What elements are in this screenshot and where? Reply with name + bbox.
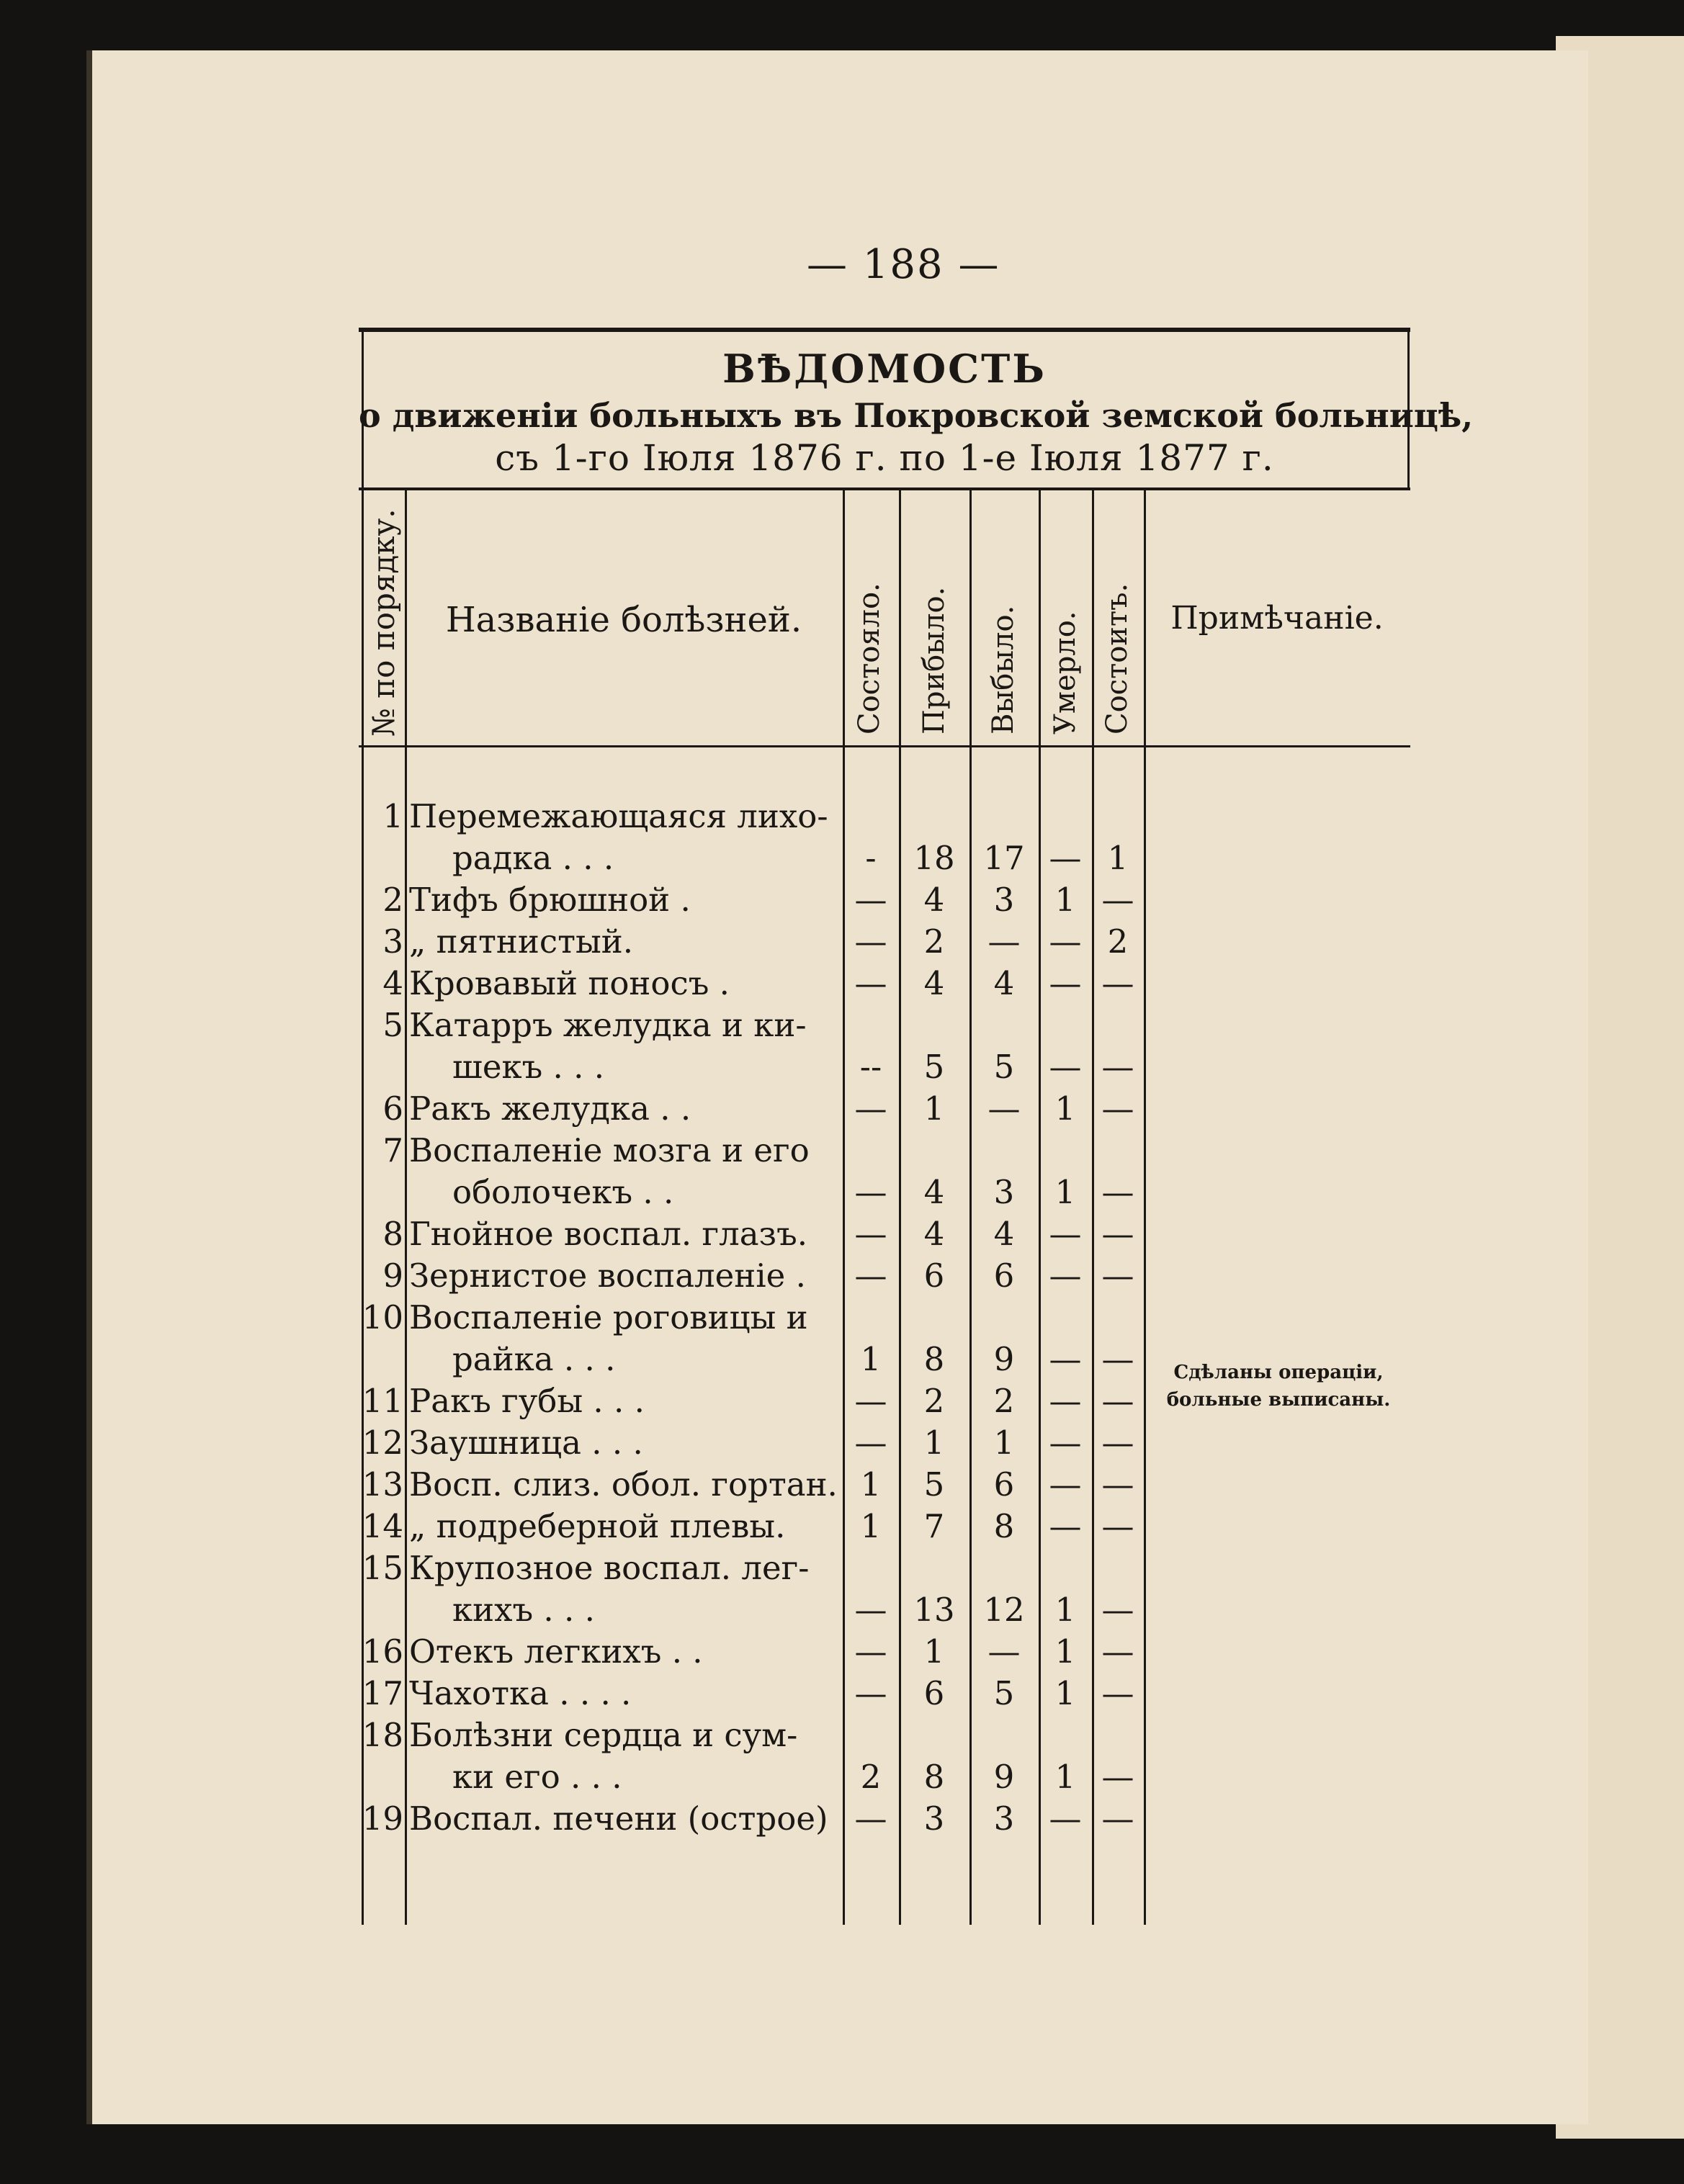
count-remained-before: 2 [860, 1758, 882, 1796]
count-arrived: 8 [923, 1758, 945, 1796]
disease-name: Катарръ желудка и ки- [409, 1006, 807, 1044]
count-remains: — [1101, 964, 1134, 1002]
count-discharged: 1 [993, 1424, 1015, 1462]
count-discharged: 3 [993, 1173, 1015, 1211]
table-title: ВѢДОМОСТЬ [722, 346, 1047, 392]
disease-name-continued: шекъ . . . [452, 1048, 605, 1086]
count-remains: — [1101, 1089, 1134, 1128]
count-died: 1 [1054, 1591, 1076, 1629]
count-remained-before: 1 [860, 1507, 882, 1545]
count-remained-before: — [854, 1591, 887, 1629]
title-bottom-rule [359, 487, 1410, 490]
count-remained-before: — [854, 964, 887, 1002]
count-arrived: 8 [923, 1340, 945, 1378]
count-remained-before: - [865, 839, 877, 877]
count-remains: — [1101, 1507, 1134, 1545]
row-number: 12 [362, 1424, 403, 1462]
count-died: — [1049, 1048, 1082, 1086]
row-number: 17 [362, 1674, 403, 1712]
header-remained-before: Состояло. [853, 583, 886, 734]
row-number: 2 [382, 881, 403, 919]
disease-name: Гнойное воспал. глазъ. [409, 1215, 808, 1253]
count-arrived: 1 [923, 1424, 945, 1462]
table-date-range: съ 1-го Іюля 1876 г. по 1-е Іюля 1877 г. [495, 437, 1274, 479]
statistics-table [359, 328, 1474, 1925]
count-arrived: 4 [923, 881, 945, 919]
disease-name: Перемежающаяся лихо- [409, 797, 828, 835]
count-died: — [1049, 964, 1082, 1002]
table-subtitle: о движеніи больныхъ въ Покровской земской больницѣ, [359, 396, 1474, 435]
row-number: 10 [362, 1298, 403, 1336]
count-remains: — [1101, 1215, 1134, 1253]
count-remains: — [1101, 1382, 1134, 1420]
count-remains: — [1101, 1257, 1134, 1295]
count-remained-before: -- [859, 1048, 882, 1086]
note-line-2: больные выписаны. [1166, 1389, 1391, 1411]
row-number: 4 [382, 964, 403, 1002]
disease-name: Кровавый поносъ . [409, 964, 730, 1002]
count-remains: — [1101, 1424, 1134, 1462]
count-died: — [1049, 922, 1082, 961]
count-died: — [1049, 1340, 1082, 1378]
row-number: 19 [362, 1799, 403, 1838]
count-discharged: 8 [993, 1507, 1015, 1545]
count-discharged: — [987, 1089, 1021, 1128]
table-top-rule [359, 328, 1410, 332]
row-number: 13 [362, 1465, 403, 1504]
count-remained-before: — [854, 1674, 887, 1712]
count-discharged: 9 [993, 1340, 1015, 1378]
count-died: — [1049, 839, 1082, 877]
count-died: — [1049, 1799, 1082, 1838]
disease-name: Чахотка . . . . [409, 1674, 632, 1712]
disease-name-continued: кихъ . . . [452, 1591, 595, 1629]
count-remained-before: — [854, 1632, 887, 1671]
count-died: — [1049, 1507, 1082, 1545]
count-arrived: 5 [923, 1048, 945, 1086]
header-number: № по порядку. [366, 508, 401, 737]
disease-name: Воспаленіе роговицы и [409, 1298, 808, 1336]
note-line-1: Сдѣланы операціи, [1173, 1362, 1384, 1383]
count-discharged: — [987, 922, 1021, 961]
disease-name: Крупозное воспал. лег- [409, 1549, 810, 1587]
count-discharged: 4 [993, 964, 1015, 1002]
count-remained-before: — [854, 1799, 887, 1838]
count-arrived: 1 [923, 1089, 945, 1128]
count-remains: — [1101, 1799, 1134, 1838]
count-arrived: 4 [923, 964, 945, 1002]
count-arrived: 1 [923, 1632, 945, 1671]
col-sep-remains [1144, 490, 1146, 1925]
row-number: 3 [382, 922, 403, 961]
disease-name-continued: ки его . . . [452, 1758, 622, 1796]
count-discharged: 3 [993, 881, 1015, 919]
row-number: 9 [382, 1257, 403, 1295]
count-remains: — [1101, 1465, 1134, 1504]
disease-name: Болѣзни сердца и сум- [409, 1716, 798, 1754]
row-number: 5 [382, 1006, 403, 1044]
count-discharged: 12 [983, 1591, 1025, 1629]
header-bottom-rule [359, 745, 1410, 747]
count-died: — [1049, 1424, 1082, 1462]
row-number: 1 [382, 797, 403, 835]
disease-name: Воспал. печени (острое) [409, 1799, 828, 1838]
header-remains: Состоитъ. [1101, 583, 1134, 734]
header-disease: Названіе болѣзней. [445, 600, 802, 640]
count-died: — [1049, 1215, 1082, 1253]
disease-name-continued: райка . . . [452, 1340, 616, 1378]
count-arrived: 13 [913, 1591, 955, 1629]
count-died: — [1049, 1465, 1082, 1504]
count-arrived: 18 [913, 839, 955, 877]
count-arrived: 7 [923, 1507, 945, 1545]
count-died: — [1049, 1382, 1082, 1420]
row-number: 6 [382, 1089, 403, 1128]
count-remains: 1 [1107, 839, 1129, 877]
count-discharged: 6 [993, 1257, 1015, 1295]
disease-name: Заушница . . . [409, 1424, 643, 1462]
count-remains: — [1101, 1048, 1134, 1086]
count-discharged: 6 [993, 1465, 1015, 1504]
disease-name: Ракъ губы . . . [409, 1382, 645, 1420]
page-number: — 188 — [807, 241, 1000, 288]
count-discharged: 2 [993, 1382, 1015, 1420]
count-remains: — [1101, 1758, 1134, 1796]
disease-name: Отекъ легкихъ . . [409, 1632, 703, 1671]
col-sep-number [405, 490, 407, 1925]
disease-name: Воспаленіе мозга и его [409, 1131, 810, 1169]
row-number: 15 [362, 1549, 403, 1587]
count-arrived: 6 [923, 1674, 945, 1712]
count-arrived: 6 [923, 1257, 945, 1295]
count-remains: — [1101, 881, 1134, 919]
count-remained-before: — [854, 1382, 887, 1420]
count-remained-before: — [854, 1424, 887, 1462]
count-died: — [1049, 1257, 1082, 1295]
count-arrived: 5 [923, 1465, 945, 1504]
header-died: Умерло. [1049, 611, 1082, 734]
count-remained-before: — [854, 1089, 887, 1128]
count-remained-before: — [854, 1257, 887, 1295]
count-discharged: 9 [993, 1758, 1015, 1796]
row-number: 7 [382, 1131, 403, 1169]
count-remained-before: — [854, 1173, 887, 1211]
count-remains: — [1101, 1340, 1134, 1378]
count-arrived: 3 [923, 1799, 945, 1838]
disease-name: Ракъ желудка . . [409, 1089, 691, 1128]
header-discharged: Выбыло. [987, 605, 1020, 734]
count-discharged: — [987, 1632, 1021, 1671]
row-10-note [1147, 1359, 1410, 1414]
row-number: 18 [362, 1716, 403, 1754]
count-died: 1 [1054, 1758, 1076, 1796]
count-remains: — [1101, 1591, 1134, 1629]
count-arrived: 4 [923, 1215, 945, 1253]
row-number: 8 [382, 1215, 403, 1253]
count-remains: — [1101, 1632, 1134, 1671]
row-number: 11 [362, 1382, 403, 1420]
count-remained-before: 1 [860, 1340, 882, 1378]
disease-name: „ пятнистый. [409, 922, 634, 961]
count-arrived: 2 [923, 922, 945, 961]
count-died: 1 [1054, 881, 1076, 919]
count-discharged: 17 [983, 839, 1025, 877]
count-remained-before: — [854, 922, 887, 961]
count-remains: 2 [1107, 922, 1129, 961]
disease-name-continued: радка . . . [452, 839, 614, 877]
disease-name: „ подреберной плевы. [409, 1507, 786, 1545]
count-arrived: 4 [923, 1173, 945, 1211]
count-remained-before: — [854, 1215, 887, 1253]
disease-name-continued: оболочекъ . . [452, 1173, 674, 1211]
disease-name: Восп. слиз. обол. гортан. [409, 1465, 838, 1504]
count-died: 1 [1054, 1173, 1076, 1211]
header-note: Примѣчаніе. [1170, 600, 1384, 637]
count-died: 1 [1054, 1674, 1076, 1712]
count-discharged: 4 [993, 1215, 1015, 1253]
count-discharged: 5 [993, 1048, 1015, 1086]
count-remained-before: — [854, 881, 887, 919]
header-arrived: Прибыло. [918, 586, 951, 734]
disease-name: Зернистое воспаленіе . [409, 1257, 806, 1295]
row-number: 14 [362, 1507, 403, 1545]
count-arrived: 2 [923, 1382, 945, 1420]
row-number: 16 [362, 1632, 403, 1671]
disease-name: Тифъ брюшной . [409, 881, 691, 919]
count-died: 1 [1054, 1089, 1076, 1128]
count-discharged: 5 [993, 1674, 1015, 1712]
count-discharged: 3 [993, 1799, 1015, 1838]
count-died: 1 [1054, 1632, 1076, 1671]
count-remains: — [1101, 1173, 1134, 1211]
count-remained-before: 1 [860, 1465, 882, 1504]
count-remains: — [1101, 1674, 1134, 1712]
